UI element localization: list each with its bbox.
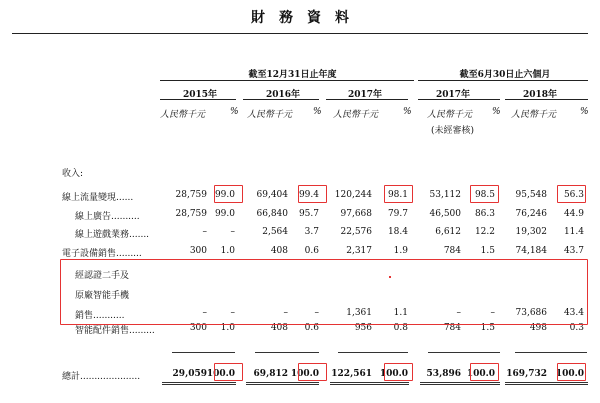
red-mark xyxy=(389,276,391,278)
table-cell: 98.5 xyxy=(474,190,495,200)
sum-rule xyxy=(172,352,235,353)
table-cell: 1.1 xyxy=(393,308,408,318)
total-double-rule xyxy=(330,382,409,385)
group-header-annual-rule xyxy=(160,80,414,81)
table-cell: 99.0 xyxy=(214,209,235,219)
table-cell: 19,302 xyxy=(515,227,547,237)
table-cell: 120,244 xyxy=(334,190,372,200)
highlight-box xyxy=(214,363,243,381)
table-cell: 2,564 xyxy=(262,227,288,237)
table-cell: 22,576 xyxy=(340,227,372,237)
table-cell: 56.3 xyxy=(563,190,584,200)
total-cell: 69,812 xyxy=(253,369,288,379)
year-header-2018-interim: 2018年 xyxy=(522,90,558,100)
year-rule xyxy=(418,99,500,100)
table-cell: 76,246 xyxy=(515,209,547,219)
table-cell: 86.3 xyxy=(474,209,495,219)
year-header-2015: 2015年 xyxy=(182,90,218,100)
table-cell: 99.0 xyxy=(214,190,235,200)
table-cell: 6,612 xyxy=(435,227,461,237)
row-label: 線上遊戲業務....... xyxy=(75,230,150,240)
year-rule xyxy=(243,99,319,100)
table-cell: 79.7 xyxy=(387,209,408,219)
total-double-rule xyxy=(505,382,588,385)
total-cell: 100.0 xyxy=(555,369,584,379)
total-cell: 29,059 xyxy=(172,369,207,379)
table-cell: 1.0 xyxy=(220,323,235,333)
unit-rmb: 人民幣千元 xyxy=(511,110,557,120)
table-cell: 0.6 xyxy=(304,323,319,333)
highlight-box xyxy=(384,185,413,203)
table-cell: 408 xyxy=(270,246,288,256)
total-cell: 100.0 xyxy=(206,369,235,379)
total-cell: 100.0 xyxy=(290,369,319,379)
unit-pct: % xyxy=(230,107,239,117)
sum-rule xyxy=(428,352,500,353)
row-label-line: 原廠智能手機 xyxy=(75,291,130,301)
total-cell: 100.0 xyxy=(379,369,408,379)
table-cell: – xyxy=(283,308,288,318)
table-cell: 0.8 xyxy=(393,323,408,333)
total-cell: 169,732 xyxy=(506,369,547,379)
unit-pct: % xyxy=(580,107,589,117)
row-label: 線上流量變現...... xyxy=(62,193,134,203)
unit-rmb: 人民幣千元 xyxy=(333,110,379,120)
unit-rmb: 人民幣千元 xyxy=(427,110,473,120)
table-cell: – xyxy=(230,227,235,237)
row-label: 電子設備銷售......... xyxy=(62,249,142,259)
sum-rule xyxy=(515,352,587,353)
table-cell: 28,759 xyxy=(175,190,207,200)
year-header-2016: 2016年 xyxy=(265,90,301,100)
table-cell: 956 xyxy=(354,323,372,333)
total-cell: 100.0 xyxy=(466,369,495,379)
highlight-box xyxy=(298,363,327,381)
group-header-interim: 截至6月30日止六個月 xyxy=(459,70,551,80)
year-rule xyxy=(505,99,588,100)
table-cell: 98.1 xyxy=(387,190,408,200)
table-cell: 53,112 xyxy=(429,190,461,200)
table-cell: 66,840 xyxy=(256,209,288,219)
highlight-box xyxy=(557,185,586,203)
table-cell: 99.4 xyxy=(298,190,319,200)
total-label: 總計..................... xyxy=(62,372,141,382)
table-cell: 95.7 xyxy=(298,209,319,219)
highlight-box xyxy=(384,363,413,381)
table-cell: – xyxy=(202,308,207,318)
table-cell: 2,317 xyxy=(346,246,372,256)
title-divider xyxy=(12,33,588,34)
highlight-box xyxy=(298,185,327,203)
highlight-box xyxy=(470,185,499,203)
table-cell: 46,500 xyxy=(429,209,461,219)
table-cell: – xyxy=(202,227,207,237)
table-cell: 74,184 xyxy=(515,246,547,256)
sum-rule xyxy=(255,352,319,353)
year-header-2017-interim: 2017年 xyxy=(435,90,471,100)
total-double-rule xyxy=(246,382,319,385)
table-cell: 1.0 xyxy=(220,246,235,256)
page-title: 財務資料 xyxy=(251,10,363,26)
table-cell: 95,548 xyxy=(515,190,547,200)
table-cell: 1.9 xyxy=(393,246,408,256)
table-cell: 0.3 xyxy=(569,323,584,333)
table-cell: 97,668 xyxy=(340,209,372,219)
table-cell: 1.5 xyxy=(480,323,495,333)
unit-pct: % xyxy=(403,107,412,117)
table-cell: 784 xyxy=(443,246,461,256)
table-cell: 408 xyxy=(270,323,288,333)
table-cell: 69,404 xyxy=(256,190,288,200)
table-cell: 784 xyxy=(443,323,461,333)
unaudited-note: (未經審核) xyxy=(431,126,475,136)
table-cell: 0.6 xyxy=(304,246,319,256)
row-label-line: 經認證二手及 xyxy=(75,271,130,281)
table-cell: 12.2 xyxy=(474,227,495,237)
highlight-box xyxy=(214,185,243,203)
total-double-rule xyxy=(420,382,500,385)
highlight-box xyxy=(557,363,586,381)
table-cell: – xyxy=(456,308,461,318)
row-label: 線上廣告.......... xyxy=(75,212,140,222)
row-label: 智能配件銷售......... xyxy=(75,326,155,336)
table-cell: 300 xyxy=(189,246,207,256)
unit-rmb: 人民幣千元 xyxy=(247,110,293,120)
table-cell: 498 xyxy=(529,323,547,333)
table-cell: 11.4 xyxy=(563,227,584,237)
table-cell: – xyxy=(490,308,495,318)
unit-rmb: 人民幣千元 xyxy=(160,110,206,120)
table-cell: 1,361 xyxy=(346,308,372,318)
section-label-revenue: 收入: xyxy=(62,169,84,179)
table-cell: 1.5 xyxy=(480,246,495,256)
table-cell: – xyxy=(314,308,319,318)
table-cell: 300 xyxy=(189,323,207,333)
table-cell: 73,686 xyxy=(515,308,547,318)
table-cell: 44.9 xyxy=(563,209,584,219)
year-rule xyxy=(326,99,408,100)
table-cell: 3.7 xyxy=(304,227,319,237)
table-cell: 18.4 xyxy=(387,227,408,237)
highlight-box-row xyxy=(60,259,588,325)
total-cell: 53,896 xyxy=(426,369,461,379)
table-cell: 28,759 xyxy=(175,209,207,219)
total-cell: 122,561 xyxy=(331,369,372,379)
total-double-rule xyxy=(162,382,236,385)
table-cell: 43.4 xyxy=(563,308,584,318)
group-header-annual: 截至12月31日止年度 xyxy=(248,70,337,80)
table-cell: – xyxy=(230,308,235,318)
unit-pct: % xyxy=(313,107,322,117)
sum-rule xyxy=(338,352,408,353)
year-rule xyxy=(160,99,236,100)
row-label-line: 銷售........... xyxy=(75,311,125,321)
table-cell: 43.7 xyxy=(563,246,584,256)
year-header-2017: 2017年 xyxy=(347,90,383,100)
highlight-box xyxy=(470,363,499,381)
group-header-interim-rule xyxy=(418,80,588,81)
unit-pct: % xyxy=(492,107,501,117)
